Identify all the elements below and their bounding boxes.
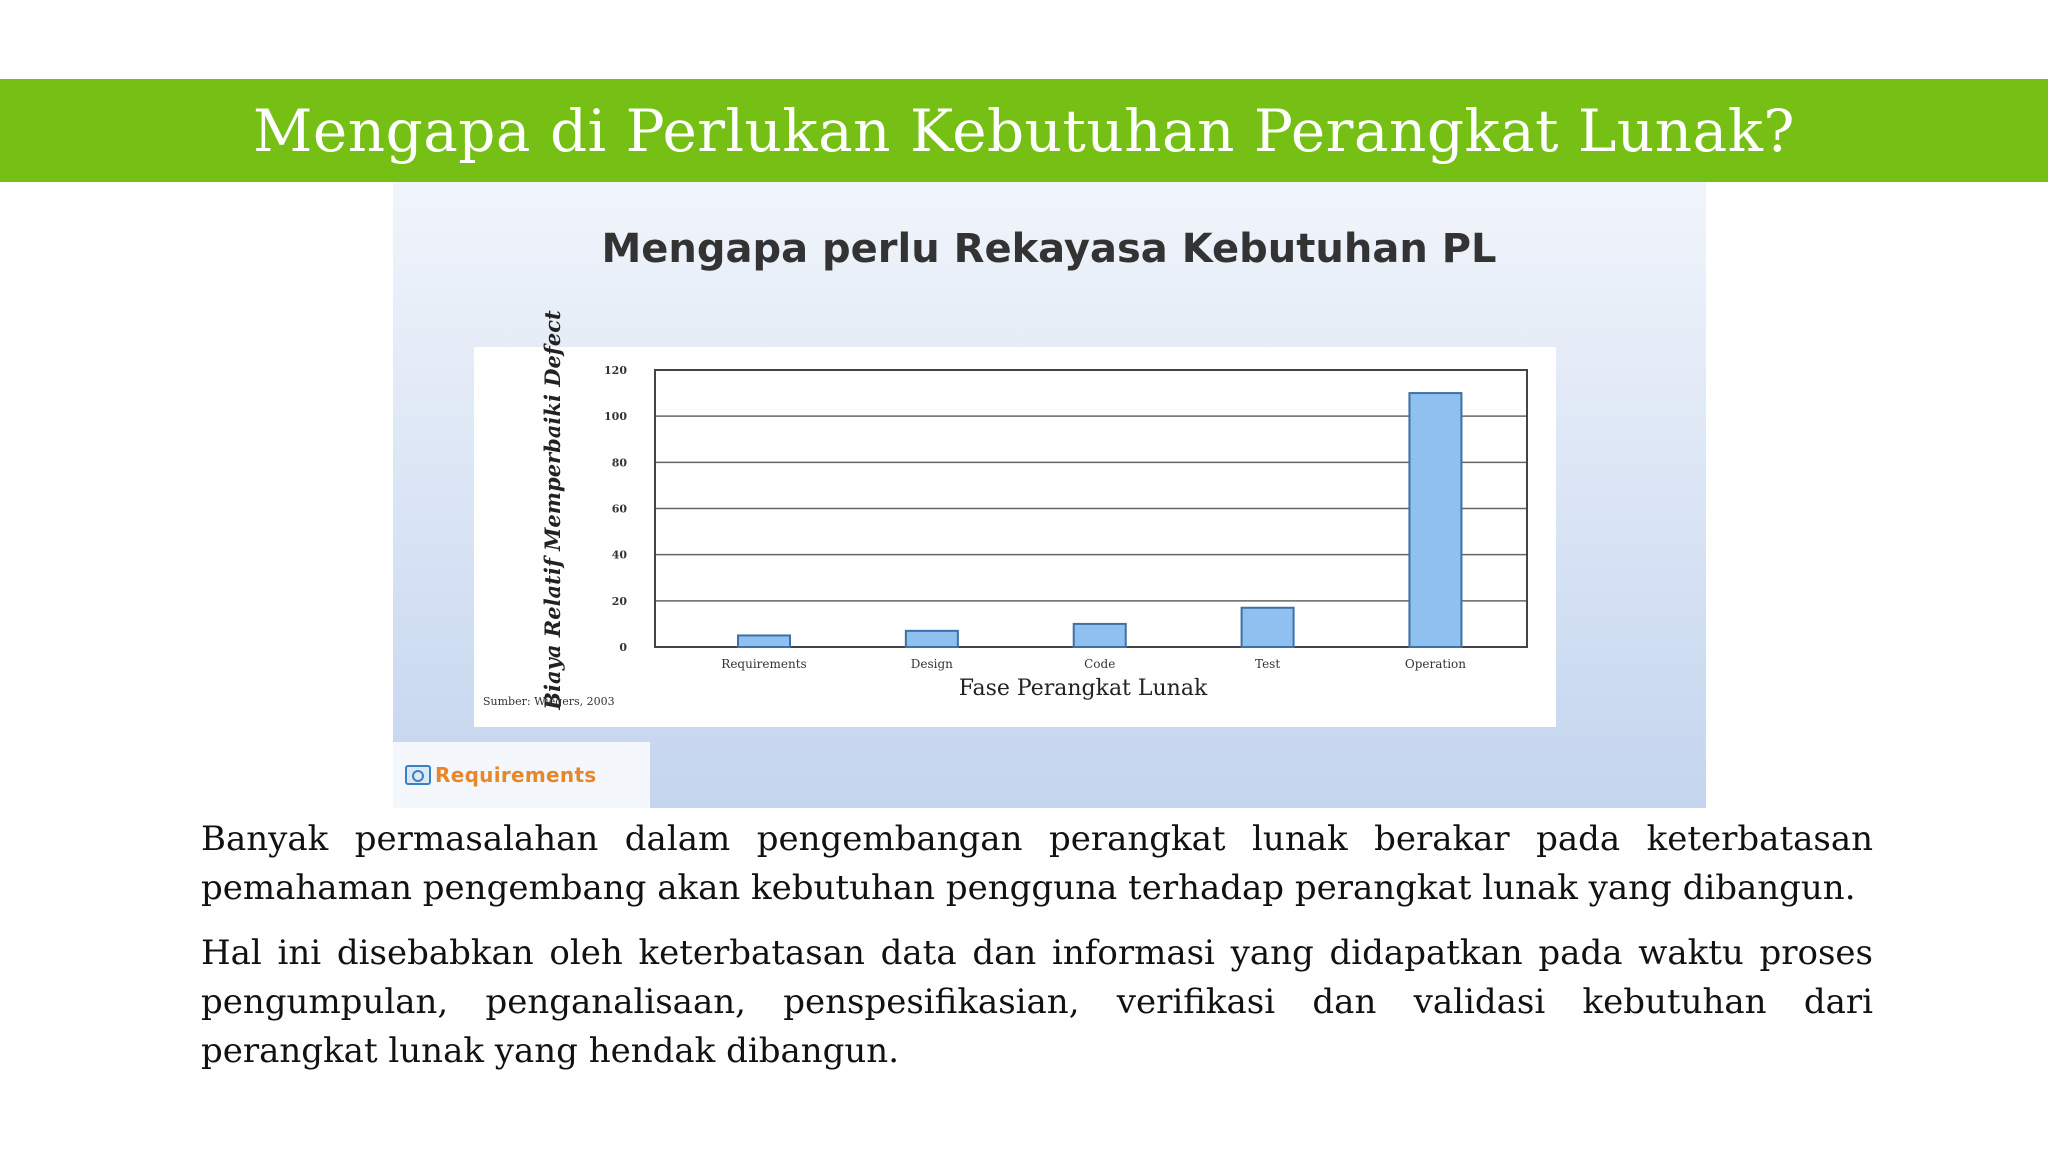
y-tick-label: 60 — [611, 502, 627, 516]
y-tick-label: 80 — [611, 456, 627, 470]
x-tick-label: Requirements — [721, 657, 807, 671]
x-tick-label: Operation — [1404, 657, 1467, 671]
y-tick-label: 20 — [611, 594, 627, 608]
source-note: Sumber: Wiegers, 2003 — [483, 695, 615, 708]
x-tick-label: Test — [1255, 657, 1281, 671]
chart-image — [393, 182, 1706, 808]
y-tick-label: 120 — [604, 364, 627, 377]
chart-title: Mengapa perlu Rekayasa Kebutuhan PL — [601, 226, 1497, 272]
bar-code — [1074, 624, 1126, 647]
bar-design — [906, 631, 958, 647]
paragraph-2: Hal ini disebabkan oleh keterbatasan data dan informasi yang didapatkan pada waktu proses pengumpulan, penganalisaan, penspesifikasian, verifikasi dan validasi kebutuhan dari perangkat lunak yang hendak dibangun. — [201, 933, 1873, 1071]
title-bar — [0, 79, 2048, 182]
paragraph-1: Banyak permasalahan dalam pengembangan perangkat lunak berakar pada keterbatasan pemahaman pengembang akan kebutuhan pengguna terhadap perangkat lunak yang dibangun. — [201, 819, 1873, 908]
y-tick-label: 100 — [604, 410, 627, 424]
requirements-icon — [405, 765, 431, 785]
plot-panel — [474, 347, 1556, 727]
y-tick-label: 40 — [611, 548, 627, 562]
bar-requirements — [738, 635, 790, 647]
bar-test — [1242, 608, 1294, 647]
slide-title: Mengapa di Perlukan Kebutuhan Perangkat Lunak? — [253, 96, 1795, 165]
x-tick-label: Code — [1084, 657, 1116, 671]
logo-label: Requirements — [435, 763, 597, 787]
bar-chart — [393, 182, 1706, 808]
bar-operation — [1409, 393, 1461, 647]
requirements-logo — [393, 742, 650, 808]
x-axis-label: Fase Perangkat Lunak — [958, 676, 1208, 701]
x-tick-label: Design — [910, 657, 953, 671]
body-text — [201, 815, 1873, 1092]
y-axis-label: Biaya Relatif Memperbaiki Defect — [540, 310, 565, 710]
y-tick-label: 0 — [619, 641, 627, 654]
